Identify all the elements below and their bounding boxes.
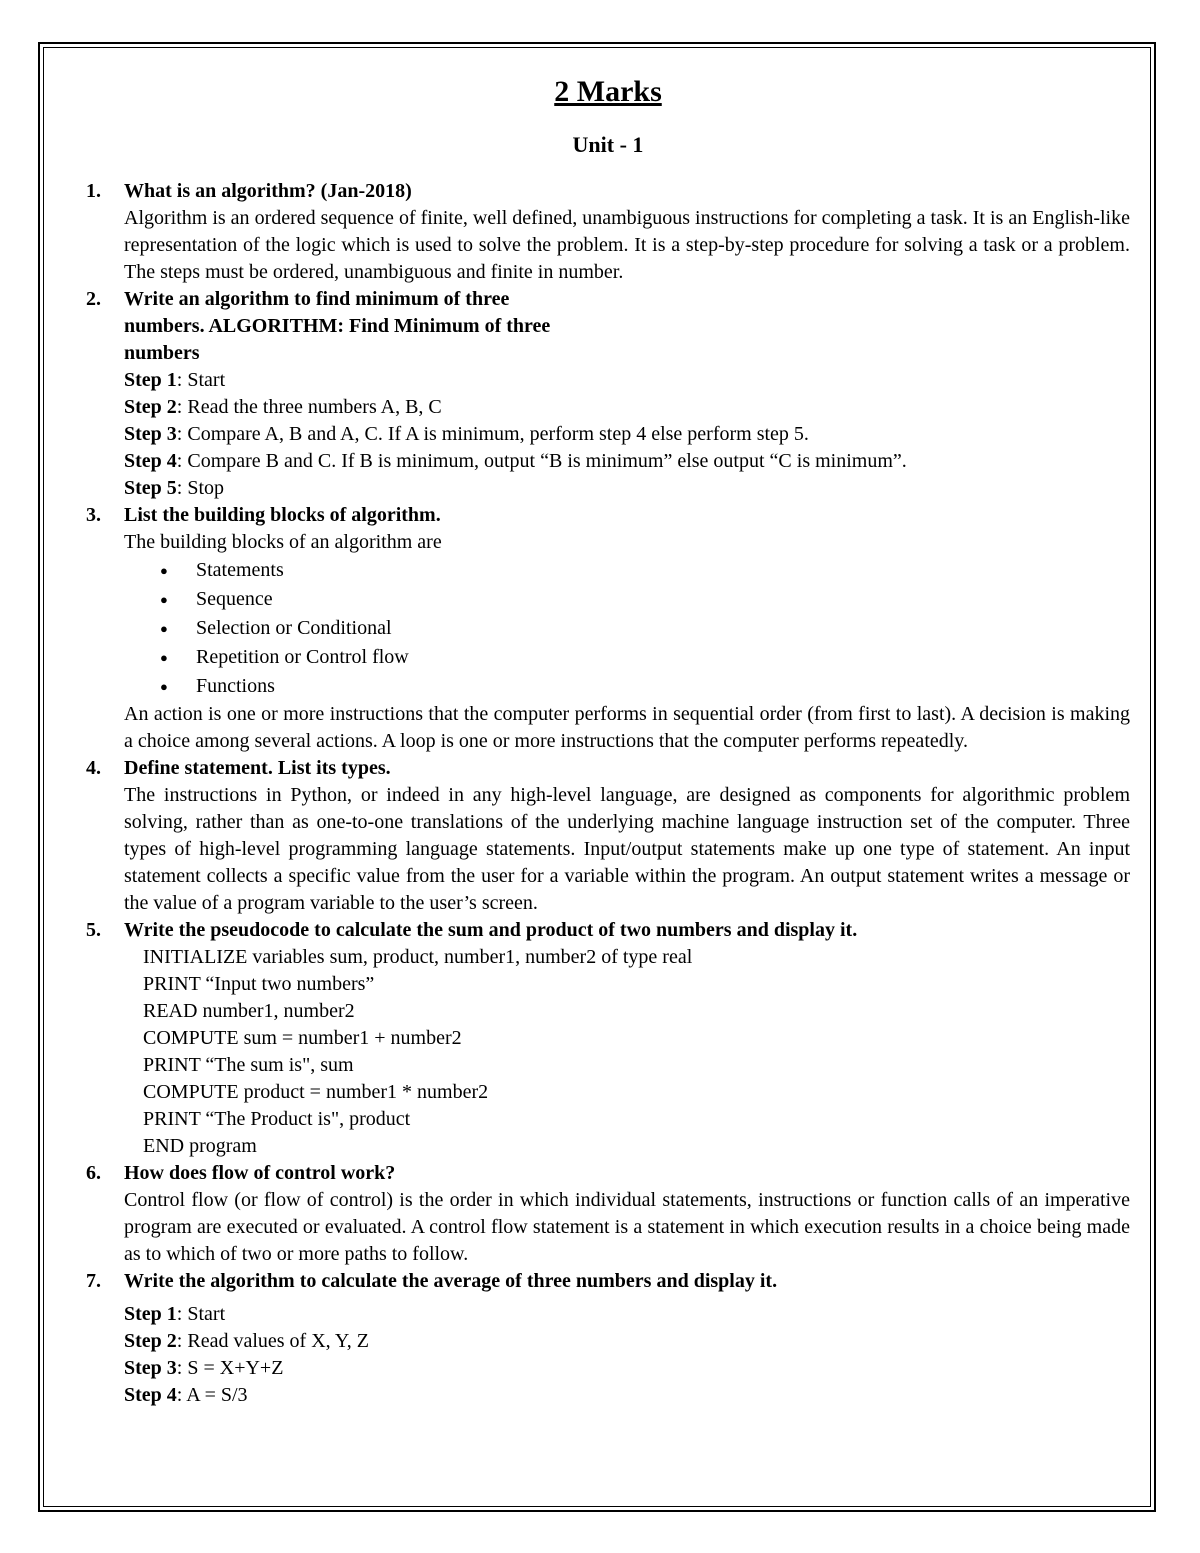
algorithm-step xyxy=(124,421,1130,448)
pseudocode-line: END program xyxy=(143,1135,257,1157)
question-7 xyxy=(86,1268,1130,1409)
step-label: Step 2 xyxy=(124,396,177,418)
step-text: : Compare A, B and A, C. If A is minimum, perform step 4 else perform step 5. xyxy=(176,423,809,445)
question-title-line: Write an algorithm to find minimum of three xyxy=(124,288,510,310)
question-title xyxy=(124,286,1130,367)
answer-intro: The building blocks of an algorithm are xyxy=(124,531,442,553)
algorithm-step xyxy=(124,1382,1130,1409)
question-5 xyxy=(86,917,1130,1160)
step-text: : Start xyxy=(176,369,226,391)
answer-text: An action is one or more instructions that the computer performs in sequential order (from first to last). A decision is making a choice among several actions. A loop is one or more instructions that the computer performs repeatedly. xyxy=(124,703,1130,752)
list-item: ● Functions xyxy=(124,672,1130,701)
pseudocode-line: COMPUTE sum = number1 + number2 xyxy=(143,1027,462,1049)
algorithm-step xyxy=(124,394,1130,421)
step-text: : Start xyxy=(176,1303,226,1325)
question-title-line: numbers. ALGORITHM: Find Minimum of three xyxy=(124,315,551,337)
answer-text: Control flow (or flow of control) is the order in which individual statements, instructions or function calls of an imperative program are executed or evaluated. A control flow statement is a statement in which execution results in a choice being made as to which of two or more paths to follow. xyxy=(124,1189,1130,1265)
algorithm-step xyxy=(124,475,1130,502)
question-6 xyxy=(86,1160,1130,1268)
question-number: 5. xyxy=(86,919,101,941)
question-title: Write the pseudocode to calculate the sum and product of two numbers and display it. xyxy=(124,919,858,941)
pseudocode-line: PRINT “Input two numbers” xyxy=(143,973,375,995)
step-label: Step 3 xyxy=(124,423,177,445)
step-label: Step 5 xyxy=(124,477,177,499)
question-number: 2. xyxy=(86,288,101,310)
pseudocode-line: PRINT “The sum is", sum xyxy=(143,1054,354,1076)
step-label: Step 1 xyxy=(124,369,177,391)
answer-text: Algorithm is an ordered sequence of finite, well defined, unambiguous instructions for completing a task. It is an English-like representation of the logic which is used to solve the problem. It is a step-by-step procedure for solving a task or a problem. The steps must be ordered, unambiguous and finite in number. xyxy=(124,207,1130,283)
list-item: ● Sequence xyxy=(124,585,1130,614)
pseudocode-line: READ number1, number2 xyxy=(143,1000,355,1022)
step-label: Step 3 xyxy=(124,1357,177,1379)
algorithm-step xyxy=(124,1328,1130,1355)
step-text: : A = S/3 xyxy=(176,1384,248,1406)
pseudocode-line: INITIALIZE variables sum, product, number1, number2 of type real xyxy=(143,946,693,968)
question-2 xyxy=(86,286,1130,502)
question-title: Define statement. List its types. xyxy=(124,757,391,779)
step-label: Step 2 xyxy=(124,1330,177,1352)
algorithm-step xyxy=(124,1301,1130,1328)
question-title-line: numbers xyxy=(124,342,200,364)
step-label: Step 4 xyxy=(124,450,177,472)
step-label: Step 4 xyxy=(124,1384,177,1406)
building-blocks-list xyxy=(124,556,1130,701)
question-number: 7. xyxy=(86,1270,101,1292)
question-3 xyxy=(86,502,1130,755)
list-item: ● Selection or Conditional xyxy=(124,614,1130,643)
list-item: ● Statements xyxy=(124,556,1130,585)
question-number: 1. xyxy=(86,180,101,202)
algorithm-step xyxy=(124,448,1130,475)
question-title: How does flow of control work? xyxy=(124,1162,396,1184)
algorithm-step xyxy=(124,1355,1130,1382)
question-number: 3. xyxy=(86,504,101,526)
answer-text: The instructions in Python, or indeed in any high-level language, are designed as components for algorithmic problem solving, rather than as one-to-one translations of the underlying machine language instruction set of the computer. Three types of high-level programming language statements. Input/output statements make up one type of statement. An input statement collects a specific value from the user for a variable within the program. An output statement writes a message or the value of a program variable to the user’s screen. xyxy=(124,784,1130,914)
step-text: : S = X+Y+Z xyxy=(176,1357,284,1379)
step-text: : Stop xyxy=(176,477,225,499)
pseudocode-line: COMPUTE product = number1 * number2 xyxy=(143,1081,489,1103)
step-text: : Read the three numbers A, B, C xyxy=(176,396,442,418)
question-1 xyxy=(86,178,1130,286)
document-content xyxy=(86,74,1130,1409)
list-item: ● Repetition or Control flow xyxy=(124,643,1130,672)
algorithm-step xyxy=(124,367,1130,394)
step-label: Step 1 xyxy=(124,1303,177,1325)
unit-heading: Unit - 1 xyxy=(572,132,644,157)
question-title: Write the algorithm to calculate the average of three numbers and display it. xyxy=(124,1270,778,1292)
question-number: 4. xyxy=(86,757,101,779)
step-text: : Compare B and C. If B is minimum, output “B is minimum” else output “C is minimum”. xyxy=(176,450,907,472)
page-title: 2 Marks xyxy=(554,75,662,108)
question-number: 6. xyxy=(86,1162,101,1184)
question-4 xyxy=(86,755,1130,917)
question-title: What is an algorithm? (Jan-2018) xyxy=(124,180,412,202)
question-title: List the building blocks of algorithm. xyxy=(124,504,441,526)
pseudocode-block xyxy=(124,944,1130,1160)
step-text: : Read values of X, Y, Z xyxy=(176,1330,369,1352)
pseudocode-line: PRINT “The Product is", product xyxy=(143,1108,411,1130)
